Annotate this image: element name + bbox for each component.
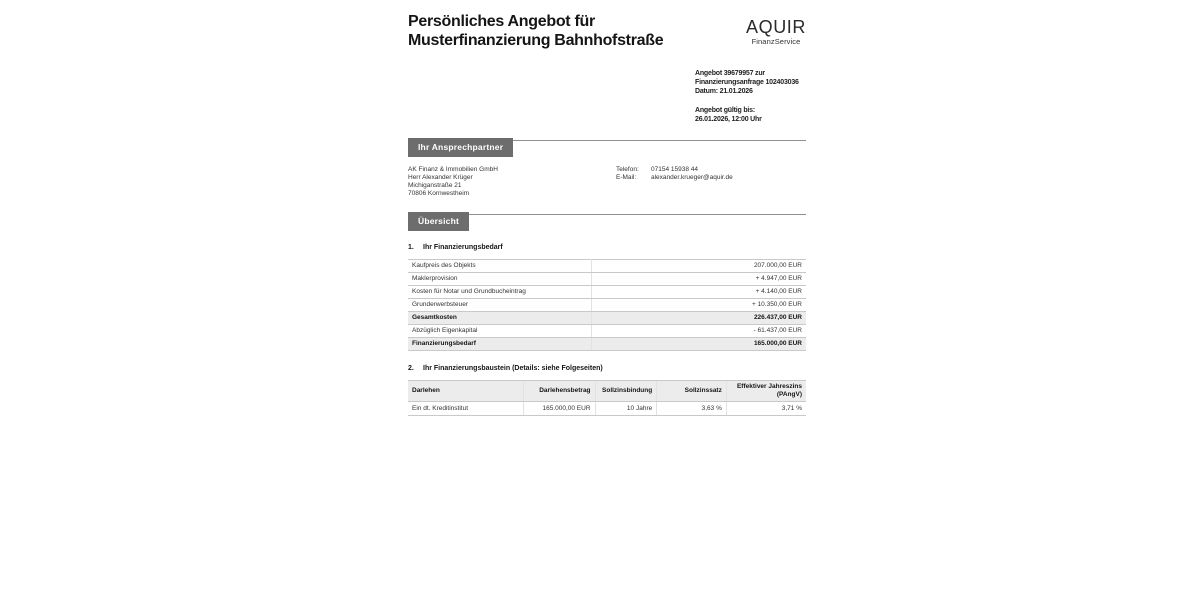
offer-meta-block	[695, 69, 807, 124]
header-sollzinssatz: Sollzinssatz	[657, 381, 727, 402]
table-row-notar	[408, 286, 806, 299]
contact-city: 70806 Kornwestheim	[408, 190, 470, 197]
phone-label: Telefon:	[616, 166, 639, 173]
spacer	[695, 96, 807, 106]
row-label: Maklerprovision	[408, 273, 591, 286]
logo-subtitle: FinanzService	[751, 37, 801, 46]
loan-institute: Ein dt. Kreditinstitut	[408, 402, 523, 416]
offer-number-line: Angebot 39679957 zur	[695, 70, 765, 77]
row-value: - 61.437,00 EUR	[591, 325, 806, 338]
loan-table-header-row	[408, 381, 806, 402]
company-logo	[746, 18, 806, 46]
email-value: alexander.krueger@aquir.de	[651, 174, 733, 181]
row-value: 226.437,00 EUR	[591, 312, 806, 325]
row-label: Kosten für Notar und Grundbucheintrag	[408, 286, 591, 299]
offer-document	[408, 0, 806, 416]
document-header	[408, 12, 806, 56]
financing-needs-table	[408, 259, 806, 351]
section-1-title: Ihr Finanzierungsbedarf	[423, 244, 503, 251]
header-effektiver-jahreszins: Effektiver Jahreszins (PAngV)	[726, 381, 806, 402]
valid-until-value: 26.01.2026, 12:00 Uhr	[695, 116, 762, 123]
row-label: Finanzierungsbedarf	[408, 338, 591, 351]
loan-table-data-row	[408, 402, 806, 416]
section-2-number: 2.	[408, 365, 414, 372]
loan-fixed-period: 10 Jahre	[595, 402, 657, 416]
table-row-grunderwerbsteuer	[408, 299, 806, 312]
section-2-title: Ihr Finanzierungsbaustein (Details: siehe Folgeseiten)	[423, 365, 603, 372]
contact-address	[408, 166, 616, 198]
loan-amount: 165.000,00 EUR	[523, 402, 595, 416]
row-value: + 4.947,00 EUR	[591, 273, 806, 286]
contact-person: Herr Alexander Krüger	[408, 174, 473, 181]
valid-until-label: Angebot gültig bis:	[695, 107, 755, 114]
row-label: Kaufpreis des Objekts	[408, 260, 591, 273]
contact-street: Michiganstraße 21	[408, 182, 462, 189]
logo-wordmark: AQUIR	[745, 17, 806, 37]
offer-date-line: Datum: 21.01.2026	[695, 88, 753, 95]
phone-value: 07154 15938 44	[651, 166, 698, 173]
row-label: Gesamtkosten	[408, 312, 591, 325]
header-darlehensbetrag: Darlehensbetrag	[523, 381, 595, 402]
contact-company: AK Finanz & Immobilien GmbH	[408, 166, 498, 173]
loan-nominal-rate: 3,63 %	[657, 402, 727, 416]
page-title: Persönliches Angebot für Musterfinanzierung Bahnhofstraße	[408, 13, 664, 49]
financing-request-line: Finanzierungsanfrage 102403036	[695, 79, 799, 86]
contact-section-head	[408, 137, 806, 156]
header-darlehen: Darlehen	[408, 381, 523, 402]
row-value: 207.000,00 EUR	[591, 260, 806, 273]
overview-section-badge: Übersicht	[408, 212, 469, 231]
contact-details	[616, 166, 733, 198]
table-row-kaufpreis	[408, 260, 806, 273]
table-row-finanzierungsbedarf	[408, 338, 806, 351]
section-2-heading	[408, 365, 806, 373]
loan-effective-rate: 3,71 %	[726, 402, 806, 416]
contact-block	[408, 166, 806, 198]
table-row-maklerprovision	[408, 273, 806, 286]
header-sollzinsbindung: Sollzinsbindung	[595, 381, 657, 402]
loan-component-table	[408, 380, 806, 416]
section-1-heading	[408, 244, 806, 252]
row-value: + 4.140,00 EUR	[591, 286, 806, 299]
overview-section-head	[408, 211, 806, 230]
email-label: E-Mail:	[616, 174, 637, 181]
row-value: 165.000,00 EUR	[591, 338, 806, 351]
table-row-eigenkapital	[408, 325, 806, 338]
row-label: Grunderwerbsteuer	[408, 299, 591, 312]
section-1-number: 1.	[408, 244, 414, 251]
row-label: Abzüglich Eigenkapital	[408, 325, 591, 338]
table-row-gesamtkosten	[408, 312, 806, 325]
contact-section-badge: Ihr Ansprechpartner	[408, 138, 513, 157]
row-value: + 10.350,00 EUR	[591, 299, 806, 312]
